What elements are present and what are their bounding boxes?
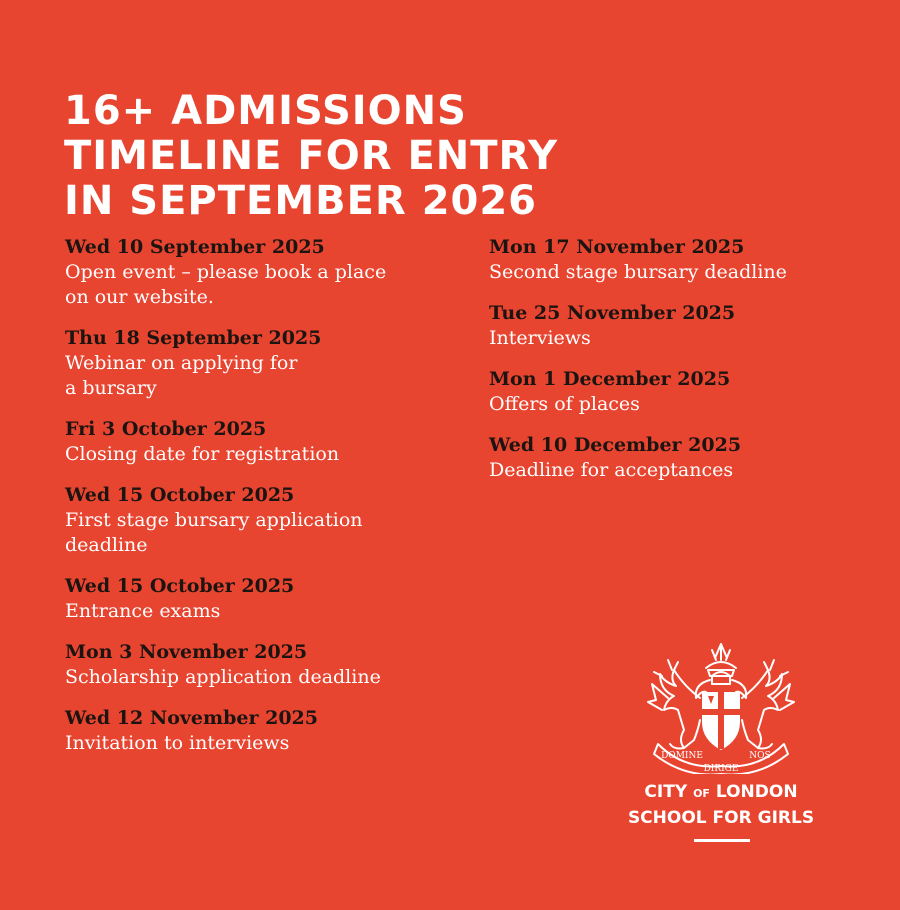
event-description: Interviews [489, 327, 591, 349]
title-line-3: IN SEPTEMBER 2026 [64, 177, 538, 224]
event-date: Mon 1 December 2025 [489, 368, 731, 390]
event-date: Wed 10 December 2025 [489, 434, 742, 456]
title-line-2: TIMELINE FOR ENTRY [64, 132, 559, 179]
event-description: Open event – please book a place on our website. [65, 261, 387, 308]
event-date: Thu 18 September 2025 [65, 327, 322, 349]
school-name-line-1 [606, 780, 836, 806]
event-description: First stage bursary application deadline [65, 509, 363, 556]
event-date: Mon 3 November 2025 [65, 641, 308, 663]
timeline-right-column [489, 234, 889, 498]
motto-right: NOS [749, 751, 771, 761]
event-description: Invitation to interviews [65, 732, 290, 754]
motto-left: DOMINE [661, 751, 703, 761]
timeline-left-column [65, 234, 465, 771]
event-description: Offers of places [489, 393, 640, 415]
school-logo [606, 640, 836, 850]
event-date: Fri 3 October 2025 [65, 418, 267, 440]
event-description: Deadline for acceptances [489, 459, 734, 481]
page-title [64, 89, 864, 224]
timeline-event [65, 705, 465, 756]
event-description: Closing date for registration [65, 443, 340, 465]
school-name-city: CITY [644, 782, 688, 802]
timeline-event [65, 573, 465, 624]
event-description: Entrance exams [65, 600, 221, 622]
school-name-line-2: SCHOOL FOR GIRLS [627, 808, 815, 828]
title-line-1: 16+ ADMISSIONS [64, 87, 467, 134]
city-of-london-crest-icon [644, 640, 798, 774]
school-name-of: OF [693, 787, 710, 800]
event-date: Wed 12 November 2025 [65, 707, 318, 729]
event-description: Webinar on applying for a bursary [65, 352, 298, 399]
timeline-event [489, 300, 889, 351]
event-description: Scholarship application deadline [65, 666, 381, 688]
event-date: Mon 17 November 2025 [489, 236, 745, 258]
timeline-event [65, 234, 465, 310]
timeline-event [65, 325, 465, 401]
timeline-event [65, 482, 465, 558]
event-date: Wed 15 October 2025 [65, 484, 295, 506]
timeline-event [489, 234, 889, 285]
school-name [606, 780, 836, 830]
event-date: Tue 25 November 2025 [489, 302, 736, 324]
logo-underline [694, 839, 750, 842]
event-date: Wed 15 October 2025 [65, 575, 295, 597]
event-date: Wed 10 September 2025 [65, 236, 325, 258]
motto-center: DIRIGE [703, 764, 739, 774]
school-name-london: LONDON [715, 782, 798, 802]
timeline-event [489, 366, 889, 417]
event-description: Second stage bursary deadline [489, 261, 787, 283]
timeline-event [65, 416, 465, 467]
timeline-event [65, 639, 465, 690]
timeline-event [489, 432, 889, 483]
